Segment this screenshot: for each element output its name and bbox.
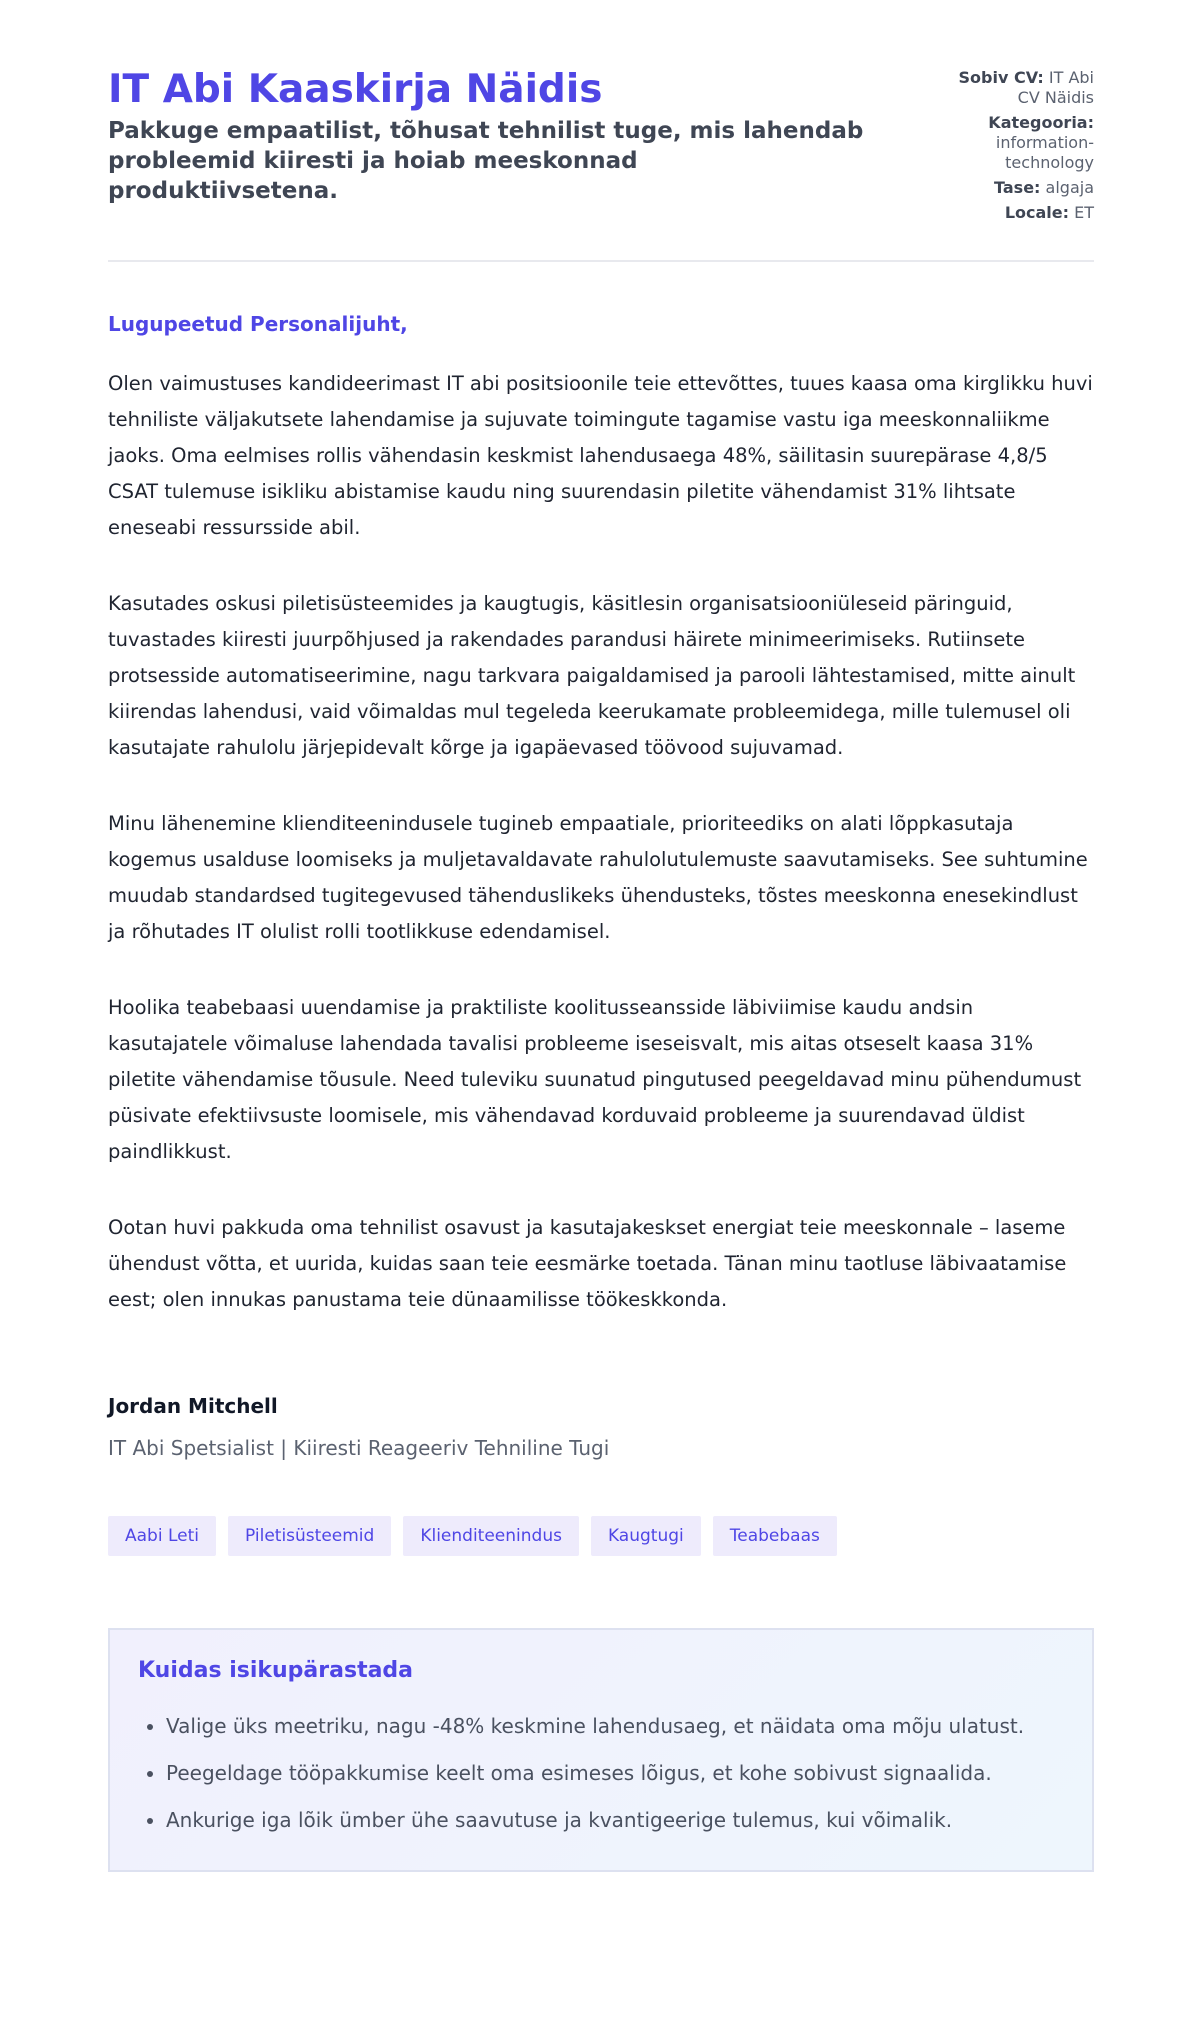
tip-item: • Valige üks meetriku, nagu -48% keskmine lahendusaeg, et näidata oma mõju ulatust. bbox=[166, 1709, 1064, 1744]
meta-label: Tase: bbox=[994, 178, 1041, 197]
page-subtitle: Pakkuge empaatilist, tõhusat tehnilist tuge, mis lahendab probleemid kiiresti ja hoiab meeskonnad produktiivsetena. bbox=[108, 118, 864, 204]
salutation: Lugupeetud Personalijuht, bbox=[108, 312, 408, 336]
letter-paragraph: Minu lähenemine klienditeenindusele tugineb empaatiale, prioriteediks on alati lõppkasutaja kogemus usalduse loomiseks ja muljetavaldavate rahulolutulemuste saavutamiseks. See suhtumine muudab standardsed tugitegevused tähenduslikeks ühendusteks, tõstes meeskonna enesekindlust ja rõhutades IT olulist rolli tootlikkuse edendamisel. bbox=[108, 812, 1088, 943]
signature-title: IT Abi Spetsialist | Kiiresti Reageeriv Tehniline Tugi bbox=[108, 1436, 610, 1460]
tips-list bbox=[138, 1709, 1064, 1838]
meta-label: Sobiv CV: bbox=[958, 68, 1044, 87]
meta-level bbox=[934, 178, 1094, 198]
title-block bbox=[108, 66, 868, 206]
meta-locale bbox=[934, 203, 1094, 223]
meta-value: algaja bbox=[1045, 178, 1094, 197]
tip-item: • Peegeldage tööpakkumise keelt oma esimeses lõigus, et kohe sobivust signaalida. bbox=[166, 1756, 1064, 1791]
letter-paragraph: Hoolika teabebaasi uuendamise ja praktiliste koolitusseansside läbiviimise kaudu andsin kasutajatele võimaluse lahendada tavalisi probleeme iseseisvalt, mis aitas otseselt kaasa 31% piletite vähendamise tõusule. Need tuleviku suunatud pingutused peegeldavad minu pühendumust püsivate efektiivsuste loomisele, mis vähendavad korduvaid probleeme ja suurendavad üldist paindlikkust. bbox=[108, 996, 1082, 1163]
letter-paragraph: Ootan huvi pakkuda oma tehnilist osavust ja kasutajakeskset energiat teie meeskonnale – laseme ühendust võtta, et uurida, kuidas saan teie eesmärke toetada. Tänan minu taotluse läbivaatamise eest; olen innukas panustama teie dünaamilisse töökeskkonda. bbox=[108, 1216, 1067, 1311]
skill-tag: Aabi Leti bbox=[108, 1516, 216, 1556]
meta-label: Locale: bbox=[1004, 203, 1070, 222]
meta-value: IT Abi CV Näidis bbox=[1017, 68, 1094, 107]
meta-category bbox=[934, 113, 1094, 173]
skill-tags bbox=[108, 1516, 1094, 1556]
meta-label: Kategooria: bbox=[988, 113, 1094, 132]
skill-tag: Kaugtugi bbox=[591, 1516, 701, 1556]
meta-resume bbox=[934, 68, 1094, 108]
letter-paragraph: Kasutades oskusi piletisüsteemides ja kaugtugis, käsitlesin organisatsiooniüleseid päringuid, tuvastades kiiresti juurpõhjused ja rakendades parandusi häirete minimeerimiseks. Rutiinsete protsesside automatiseerimine, nagu tarkvara paigaldamised ja parooli lähtestamised, mitte ainult kiirendas lahendusi, vaid võimaldas mul tegeleda keerukamate probleemidega, mille tulemusel oli kasutajate rahulolu järjepidevalt kõrge ja igapäevased töövood sujuvamad. bbox=[108, 592, 1076, 759]
meta-value: information-technology bbox=[995, 133, 1094, 172]
personalization-tips bbox=[108, 1628, 1094, 1872]
tip-item: • Ankurige iga lõik ümber ühe saavutuse ja kvantigeerige tulemus, kui võimalik. bbox=[166, 1803, 1064, 1838]
meta-value: ET bbox=[1074, 203, 1094, 222]
skill-tag: Teabebaas bbox=[713, 1516, 837, 1556]
tips-title: Kuidas isikupärastada bbox=[138, 1658, 414, 1683]
skill-tag: Piletisüsteemid bbox=[228, 1516, 391, 1556]
page-title: IT Abi Kaaskirja Näidis bbox=[108, 67, 603, 112]
page-header bbox=[108, 66, 1094, 262]
signature-name: Jordan Mitchell bbox=[108, 1394, 278, 1418]
letter-paragraph: Olen vaimustuses kandideerimast IT abi positsioonile teie ettevõttes, tuues kaasa oma kirglikku huvi tehniliste väljakutsete lahendamise ja sujuvate toimingute tagamise vastu iga meeskonnaliikme jaoks. Oma eelmises rollis vähendasin keskmist lahendusaega 48%, säilitasin suurepärase 4,8/5 CSAT tulemuse isikliku abistamise kaudu ning suurendasin piletite vähendamist 31% lihtsate eneseabi ressursside abil. bbox=[108, 372, 1093, 539]
meta-info bbox=[934, 68, 1094, 228]
skill-tag: Klienditeenindus bbox=[403, 1516, 579, 1556]
